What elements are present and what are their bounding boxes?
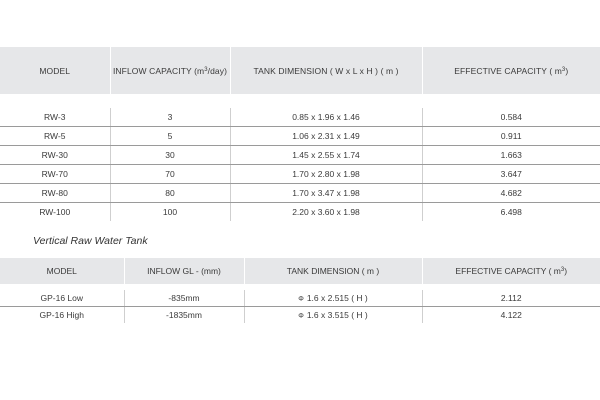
cell-dimension: 1.70 x 3.47 x 1.98 <box>230 184 422 203</box>
cell-capacity: 1.663 <box>422 146 600 165</box>
cell-model: GP-16 High <box>0 307 124 324</box>
cell-capacity: 0.911 <box>422 127 600 146</box>
cell-inflow: 3 <box>110 108 230 127</box>
cell-model: RW-30 <box>0 146 110 165</box>
section-title: Vertical Raw Water Tank <box>33 235 148 247</box>
table-row <box>0 203 600 222</box>
cell-model: RW-3 <box>0 108 110 127</box>
header-effective-capacity: EFFECTIVE CAPACITY ( $m^3$) <box>422 258 600 284</box>
cell-dimension: 2.20 x 3.60 x 1.98 <box>230 203 422 222</box>
header-effective-capacity: EFFECTIVE CAPACITY ( $m^3$) <box>422 47 600 94</box>
cell-capacity: 6.498 <box>500 207 522 217</box>
header-inflow-capacity: INFLOW CAPACITY $(m^3/day)$ <box>110 47 230 94</box>
header-model: MODEL <box>0 47 110 94</box>
cell-inflow: 30 <box>110 146 230 165</box>
header-tank-dimension: TANK DIMENSION ( W x L x H ) ( m ) <box>230 47 422 94</box>
vertical-raw-water-tank-table <box>0 258 600 323</box>
cell-capacity: 3.647 <box>422 165 600 184</box>
cell-inflow: -1835mm <box>124 307 244 324</box>
table-row <box>0 146 600 165</box>
cell-dimension: 1.06 x 2.31 x 1.49 <box>230 127 422 146</box>
cell-dimension: 1.45 x 2.55 x 1.74 <box>230 146 422 165</box>
diameter-icon: Φ <box>298 313 304 320</box>
header-inflow-gl: INFLOW GL - (mm) <box>124 258 244 284</box>
table-row <box>0 184 600 203</box>
table-row <box>0 127 600 146</box>
cell-capacity: 2.112 <box>422 290 600 307</box>
cell-model: GP-16 Low <box>0 290 124 307</box>
cell-inflow: 80 <box>110 184 230 203</box>
raw-water-tank-table <box>0 47 600 221</box>
table-row <box>0 307 600 324</box>
table-row <box>0 290 600 307</box>
cell-model: RW-80 <box>0 184 110 203</box>
cell-inflow: 100 <box>110 203 230 222</box>
cell-capacity: 4.122 <box>500 310 522 320</box>
table-header-row <box>0 258 600 284</box>
cell-inflow: 5 <box>110 127 230 146</box>
cell-dimension: 1.70 x 2.80 x 1.98 <box>230 165 422 184</box>
cell-capacity: 0.584 <box>422 108 600 127</box>
table-row <box>0 165 600 184</box>
cell-capacity: 4.682 <box>422 184 600 203</box>
cell-model: RW-5 <box>0 127 110 146</box>
header-model: MODEL <box>0 258 124 284</box>
cell-dimension: Φ 1.6 x 2.515 ( H ) <box>244 290 422 307</box>
header-tank-dimension: TANK DIMENSION ( m ) <box>244 258 422 284</box>
cell-inflow: -835mm <box>124 290 244 307</box>
cell-model: RW-70 <box>0 165 110 184</box>
cell-dimension: 0.85 x 1.96 x 1.46 <box>230 108 422 127</box>
diameter-icon: Φ <box>298 296 304 303</box>
cell-dimension: Φ 1.6 x 3.515 ( H ) <box>244 307 422 324</box>
table-row <box>0 108 600 127</box>
cell-inflow: 70 <box>110 165 230 184</box>
table-header-row <box>0 47 600 94</box>
cell-model: RW-100 <box>0 203 110 222</box>
